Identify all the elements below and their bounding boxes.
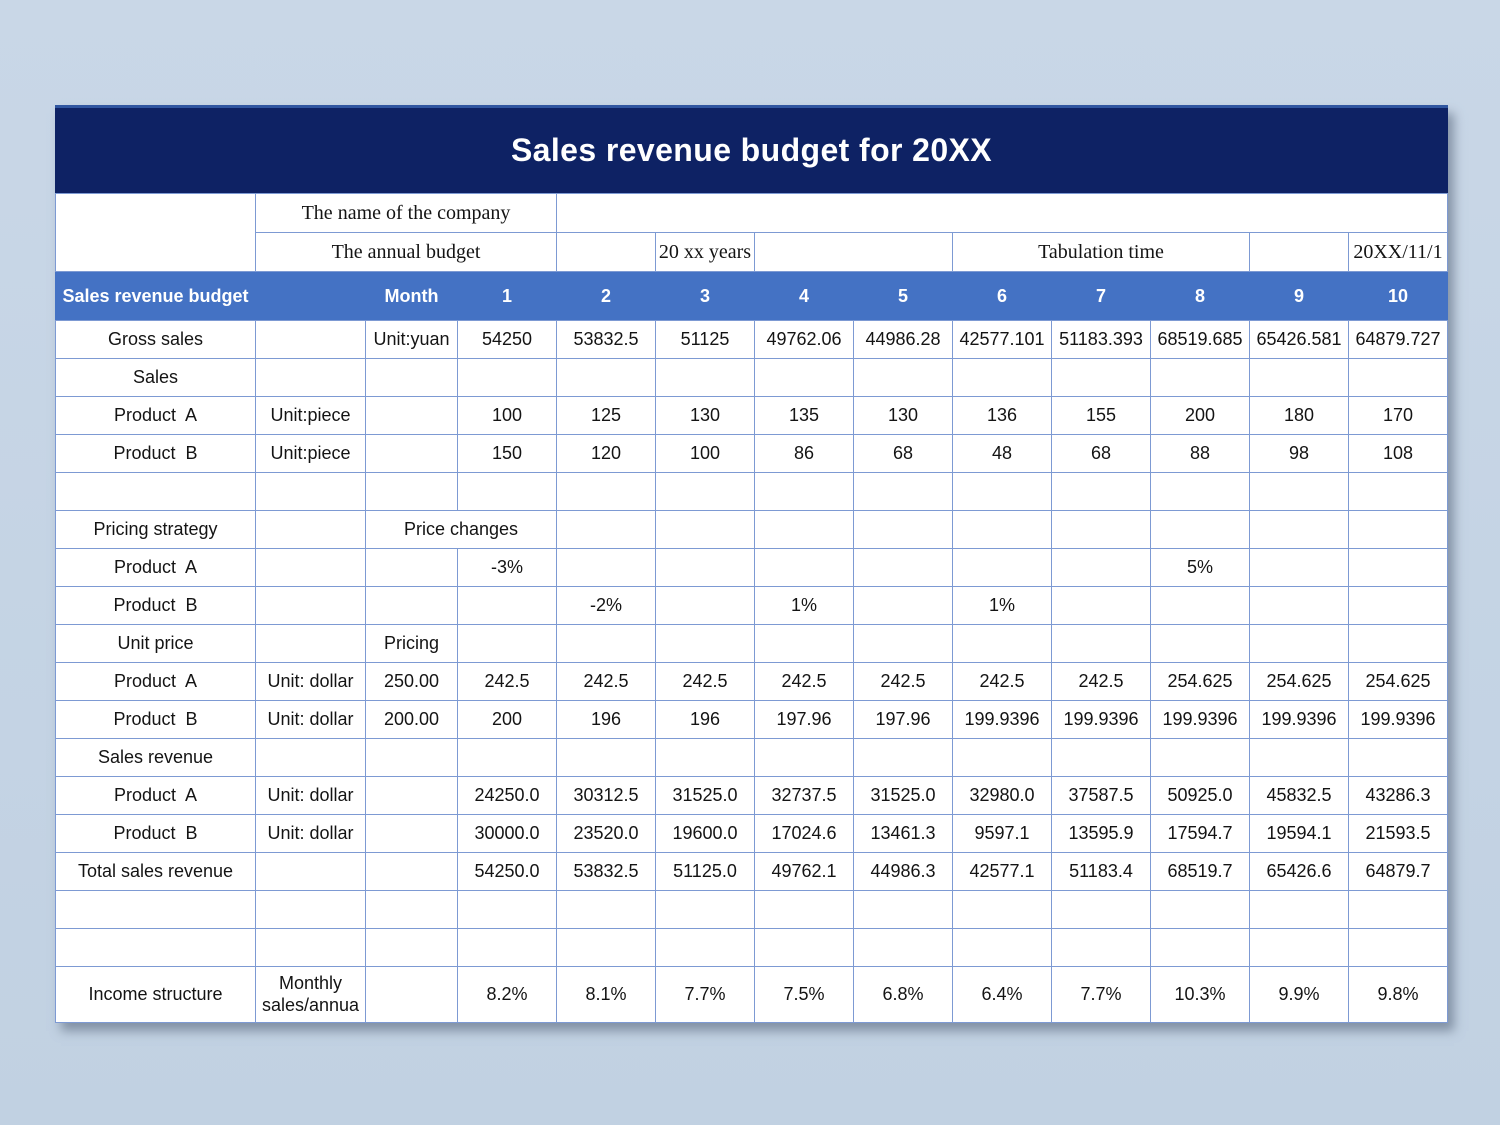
data-cell[interactable] [755, 549, 854, 587]
unit-cell[interactable]: Monthly sales/annua [256, 967, 366, 1023]
data-cell[interactable] [953, 625, 1052, 663]
unit-cell[interactable] [256, 891, 366, 929]
data-cell[interactable]: 242.5 [1052, 663, 1151, 701]
table-row [56, 853, 1448, 891]
unit-cell[interactable] [256, 853, 366, 891]
data-cell[interactable]: -3% [458, 549, 557, 587]
table-title-cell[interactable]: Sales revenue budget [56, 272, 256, 321]
data-cell[interactable]: 30000.0 [458, 815, 557, 853]
data-cell[interactable] [1349, 587, 1448, 625]
data-cell[interactable] [557, 549, 656, 587]
data-cell[interactable]: 200 [458, 701, 557, 739]
title-bar [55, 105, 1448, 193]
data-cell[interactable] [557, 929, 656, 967]
data-cell[interactable] [458, 739, 557, 777]
data-cell[interactable] [458, 587, 557, 625]
data-cell[interactable] [1250, 929, 1349, 967]
data-cell[interactable]: 199.9396 [1250, 701, 1349, 739]
data-cell[interactable]: 1% [953, 587, 1052, 625]
data-cell[interactable]: 242.5 [656, 663, 755, 701]
table-row [56, 549, 1448, 587]
month-header-row [56, 272, 1448, 321]
data-cell[interactable]: 53832.5 [557, 853, 656, 891]
data-cell[interactable]: 242.5 [458, 663, 557, 701]
data-cell[interactable] [1151, 739, 1250, 777]
row-label-cell[interactable]: Income structure [56, 967, 256, 1023]
data-cell[interactable]: 64879.727 [1349, 321, 1448, 359]
data-cell[interactable] [1052, 739, 1151, 777]
data-cell[interactable]: 45832.5 [1250, 777, 1349, 815]
data-cell[interactable]: 64879.7 [1349, 853, 1448, 891]
data-cell[interactable] [656, 891, 755, 929]
data-cell[interactable]: 197.96 [755, 701, 854, 739]
month-number-cell[interactable]: 9 [1250, 272, 1349, 321]
data-cell[interactable] [755, 739, 854, 777]
table-row [56, 777, 1448, 815]
month-col-cell[interactable]: 250.00 [366, 663, 458, 701]
data-cell[interactable]: 44986.28 [854, 321, 953, 359]
data-cell[interactable]: 9597.1 [953, 815, 1052, 853]
data-cell[interactable] [755, 359, 854, 397]
data-cell[interactable] [1250, 587, 1349, 625]
data-cell[interactable] [953, 359, 1052, 397]
tabulation-date-cell[interactable]: 20XX/11/1 [1349, 233, 1448, 272]
table-row [56, 587, 1448, 625]
data-cell[interactable] [1250, 473, 1349, 511]
data-cell[interactable]: 170 [1349, 397, 1448, 435]
data-cell[interactable] [953, 549, 1052, 587]
data-cell[interactable] [1151, 625, 1250, 663]
row-label-cell[interactable]: Product B [56, 701, 256, 739]
row-label-cell[interactable]: Product A [56, 777, 256, 815]
row-label-cell[interactable]: Product A [56, 549, 256, 587]
data-cell[interactable]: 68 [854, 435, 953, 473]
data-cell[interactable]: 242.5 [854, 663, 953, 701]
row-label-cell[interactable]: Total sales revenue [56, 853, 256, 891]
data-cell[interactable] [854, 891, 953, 929]
data-cell[interactable] [557, 891, 656, 929]
data-cell[interactable] [656, 929, 755, 967]
data-cell[interactable]: 6.8% [854, 967, 953, 1023]
data-cell[interactable] [1052, 549, 1151, 587]
data-cell[interactable]: 51183.4 [1052, 853, 1151, 891]
data-cell[interactable]: -2% [557, 587, 656, 625]
data-cell[interactable] [953, 511, 1052, 549]
data-cell[interactable] [1052, 891, 1151, 929]
data-cell[interactable] [557, 359, 656, 397]
data-cell[interactable]: 31525.0 [854, 777, 953, 815]
unit-cell[interactable]: Unit: dollar [256, 815, 366, 853]
table-row [56, 321, 1448, 359]
row-label-cell[interactable]: Product B [56, 815, 256, 853]
data-cell[interactable] [1349, 929, 1448, 967]
data-cell[interactable] [1250, 511, 1349, 549]
data-cell[interactable]: 51125.0 [656, 853, 755, 891]
month-col-cell[interactable] [366, 435, 458, 473]
data-cell[interactable] [1052, 929, 1151, 967]
data-cell[interactable]: 125 [557, 397, 656, 435]
data-cell[interactable]: 100 [656, 435, 755, 473]
data-cell[interactable]: 9.8% [1349, 967, 1448, 1023]
unit-cell[interactable] [256, 625, 366, 663]
row-label-cell[interactable] [56, 891, 256, 929]
data-cell[interactable]: 200 [1151, 397, 1250, 435]
table-row [56, 625, 1448, 663]
table-row [56, 701, 1448, 739]
unit-cell[interactable] [256, 321, 366, 359]
data-cell[interactable] [1349, 739, 1448, 777]
spreadsheet [55, 105, 1448, 1023]
header-row-company [56, 194, 1448, 233]
row-label-cell[interactable]: Product B [56, 435, 256, 473]
month-col-cell[interactable] [366, 549, 458, 587]
data-cell[interactable]: 19600.0 [656, 815, 755, 853]
merged-label-cell[interactable]: Price changes [366, 511, 557, 549]
month-col-cell[interactable] [366, 815, 458, 853]
data-cell[interactable] [953, 891, 1052, 929]
data-cell[interactable]: 242.5 [755, 663, 854, 701]
unit-cell[interactable] [256, 739, 366, 777]
company-name-value-cell[interactable] [557, 194, 1448, 233]
data-cell[interactable]: 19594.1 [1250, 815, 1349, 853]
unit-cell[interactable] [256, 473, 366, 511]
data-cell[interactable]: 68 [1052, 435, 1151, 473]
data-cell[interactable]: 49762.06 [755, 321, 854, 359]
data-cell[interactable] [656, 587, 755, 625]
data-cell[interactable] [1349, 549, 1448, 587]
tabulation-time-cell[interactable]: Tabulation time [953, 233, 1250, 272]
data-cell[interactable]: 8.2% [458, 967, 557, 1023]
data-cell[interactable]: 44986.3 [854, 853, 953, 891]
data-cell[interactable]: 31525.0 [656, 777, 755, 815]
data-cell[interactable]: 9.9% [1250, 967, 1349, 1023]
table-row [56, 473, 1448, 511]
data-cell[interactable]: 135 [755, 397, 854, 435]
data-cell[interactable] [557, 473, 656, 511]
data-cell[interactable]: 68519.685 [1151, 321, 1250, 359]
data-cell[interactable]: 242.5 [953, 663, 1052, 701]
data-cell[interactable] [854, 625, 953, 663]
data-cell[interactable]: 155 [1052, 397, 1151, 435]
data-cell[interactable]: 130 [854, 397, 953, 435]
month-col-cell[interactable] [366, 777, 458, 815]
data-cell[interactable]: 199.9396 [953, 701, 1052, 739]
data-cell[interactable] [1151, 891, 1250, 929]
data-cell[interactable] [854, 549, 953, 587]
data-cell[interactable]: 53832.5 [557, 321, 656, 359]
data-cell[interactable] [1052, 359, 1151, 397]
data-cell[interactable] [458, 359, 557, 397]
data-cell[interactable] [953, 473, 1052, 511]
data-cell[interactable] [755, 891, 854, 929]
data-cell[interactable] [1250, 359, 1349, 397]
data-cell[interactable]: 48 [953, 435, 1052, 473]
month-col-cell[interactable] [366, 853, 458, 891]
data-cell[interactable] [1052, 473, 1151, 511]
table-row [56, 891, 1448, 929]
table-row [56, 511, 1448, 549]
month-col-cell[interactable]: 200.00 [366, 701, 458, 739]
row-label-cell[interactable]: Sales [56, 359, 256, 397]
data-cell[interactable]: 8.1% [557, 967, 656, 1023]
row-label-cell[interactable]: Product B [56, 587, 256, 625]
data-cell[interactable]: 51125 [656, 321, 755, 359]
data-cell[interactable]: 86 [755, 435, 854, 473]
row-label-cell[interactable]: Unit price [56, 625, 256, 663]
table-body [56, 321, 1448, 1023]
table-row [56, 359, 1448, 397]
empty-cell[interactable] [557, 233, 656, 272]
unit-cell[interactable] [256, 511, 366, 549]
row-label-cell[interactable] [56, 473, 256, 511]
data-cell[interactable]: 199.9396 [1151, 701, 1250, 739]
month-col-cell[interactable] [366, 473, 458, 511]
years-cell[interactable]: 20 xx years [656, 233, 755, 272]
month-label-cell[interactable]: Month [366, 272, 458, 321]
data-cell[interactable]: 199.9396 [1349, 701, 1448, 739]
data-cell[interactable] [854, 739, 953, 777]
data-cell[interactable] [557, 625, 656, 663]
data-cell[interactable] [1250, 891, 1349, 929]
data-cell[interactable]: 7.7% [656, 967, 755, 1023]
data-cell[interactable]: 1% [755, 587, 854, 625]
data-cell[interactable] [656, 625, 755, 663]
month-number-cell[interactable]: 6 [953, 272, 1052, 321]
data-cell[interactable]: 7.5% [755, 967, 854, 1023]
month-col-cell[interactable] [366, 739, 458, 777]
month-col-cell[interactable]: Unit:yuan [366, 321, 458, 359]
data-cell[interactable] [458, 625, 557, 663]
data-cell[interactable]: 10.3% [1151, 967, 1250, 1023]
data-cell[interactable] [557, 739, 656, 777]
data-cell[interactable] [755, 625, 854, 663]
empty-cell[interactable] [1250, 233, 1349, 272]
unit-cell[interactable]: Unit: dollar [256, 701, 366, 739]
unit-cell[interactable]: Unit: dollar [256, 777, 366, 815]
data-cell[interactable] [854, 511, 953, 549]
data-cell[interactable]: 196 [557, 701, 656, 739]
data-cell[interactable]: 199.9396 [1052, 701, 1151, 739]
data-cell[interactable]: 242.5 [557, 663, 656, 701]
data-cell[interactable]: 17024.6 [755, 815, 854, 853]
table-row [56, 815, 1448, 853]
table-row [56, 739, 1448, 777]
month-col-cell[interactable] [366, 891, 458, 929]
data-cell[interactable]: 7.7% [1052, 967, 1151, 1023]
company-name-label-cell[interactable]: The name of the company [256, 194, 557, 233]
data-cell[interactable]: 6.4% [953, 967, 1052, 1023]
data-cell[interactable]: 254.625 [1250, 663, 1349, 701]
month-number-cell[interactable]: 4 [755, 272, 854, 321]
data-cell[interactable] [854, 587, 953, 625]
data-cell[interactable]: 51183.393 [1052, 321, 1151, 359]
data-cell[interactable]: 65426.6 [1250, 853, 1349, 891]
month-number-cell[interactable]: 5 [854, 272, 953, 321]
unit-cell[interactable] [256, 587, 366, 625]
data-cell[interactable] [1151, 587, 1250, 625]
data-cell[interactable] [755, 473, 854, 511]
data-cell[interactable]: 197.96 [854, 701, 953, 739]
month-number-cell[interactable]: 8 [1151, 272, 1250, 321]
data-cell[interactable] [557, 511, 656, 549]
data-cell[interactable]: 49762.1 [755, 853, 854, 891]
data-cell[interactable]: 68519.7 [1151, 853, 1250, 891]
table-row [56, 663, 1448, 701]
data-cell[interactable] [1250, 739, 1349, 777]
row-label-cell[interactable]: Product A [56, 397, 256, 435]
unit-cell[interactable]: Unit:piece [256, 435, 366, 473]
data-cell[interactable] [1151, 929, 1250, 967]
annual-budget-cell[interactable]: The annual budget [256, 233, 557, 272]
data-cell[interactable]: 100 [458, 397, 557, 435]
data-cell[interactable]: 13461.3 [854, 815, 953, 853]
data-cell[interactable] [1349, 473, 1448, 511]
data-cell[interactable] [1349, 359, 1448, 397]
row-label-cell[interactable]: Product A [56, 663, 256, 701]
month-col-cell[interactable] [366, 587, 458, 625]
unit-cell[interactable]: Unit:piece [256, 397, 366, 435]
data-cell[interactable] [656, 549, 755, 587]
data-cell[interactable]: 120 [557, 435, 656, 473]
data-cell[interactable] [458, 891, 557, 929]
data-cell[interactable]: 42577.1 [953, 853, 1052, 891]
data-cell[interactable]: 32737.5 [755, 777, 854, 815]
month-col-cell[interactable] [366, 397, 458, 435]
data-cell[interactable]: 196 [656, 701, 755, 739]
data-cell[interactable] [1151, 511, 1250, 549]
data-cell[interactable] [656, 739, 755, 777]
month-number-cell[interactable]: 1 [458, 272, 557, 321]
data-cell[interactable]: 108 [1349, 435, 1448, 473]
row-label-cell[interactable]: Gross sales [56, 321, 256, 359]
data-cell[interactable] [656, 473, 755, 511]
row-label-cell[interactable]: Pricing strategy [56, 511, 256, 549]
data-cell[interactable]: 65426.581 [1250, 321, 1349, 359]
empty-header-cell[interactable] [256, 272, 366, 321]
unit-cell[interactable] [256, 549, 366, 587]
data-cell[interactable] [1349, 511, 1448, 549]
data-cell[interactable] [1349, 891, 1448, 929]
data-cell[interactable] [953, 929, 1052, 967]
unit-cell[interactable]: Unit: dollar [256, 663, 366, 701]
data-cell[interactable] [1250, 549, 1349, 587]
data-cell[interactable] [1052, 511, 1151, 549]
table-row [56, 435, 1448, 473]
data-cell[interactable]: 54250 [458, 321, 557, 359]
empty-cell[interactable] [755, 233, 953, 272]
data-cell[interactable]: 37587.5 [1052, 777, 1151, 815]
data-cell[interactable] [755, 511, 854, 549]
data-cell[interactable] [1250, 625, 1349, 663]
data-cell[interactable]: 32980.0 [953, 777, 1052, 815]
month-col-cell[interactable] [366, 929, 458, 967]
data-cell[interactable] [854, 929, 953, 967]
corner-cell[interactable] [56, 194, 256, 272]
data-cell[interactable] [656, 359, 755, 397]
data-cell[interactable]: 17594.7 [1151, 815, 1250, 853]
data-cell[interactable] [656, 511, 755, 549]
data-cell[interactable]: 21593.5 [1349, 815, 1448, 853]
data-cell[interactable]: 24250.0 [458, 777, 557, 815]
table-row [56, 929, 1448, 967]
data-cell[interactable]: 180 [1250, 397, 1349, 435]
data-cell[interactable]: 54250.0 [458, 853, 557, 891]
month-number-cell[interactable]: 2 [557, 272, 656, 321]
unit-cell[interactable] [256, 929, 366, 967]
month-col-cell[interactable] [366, 967, 458, 1023]
data-cell[interactable] [1052, 587, 1151, 625]
data-cell[interactable] [1052, 625, 1151, 663]
data-cell[interactable]: 43286.3 [1349, 777, 1448, 815]
row-label-cell[interactable] [56, 929, 256, 967]
budget-table [55, 193, 1448, 1023]
month-col-cell[interactable]: Pricing [366, 625, 458, 663]
data-cell[interactable]: 136 [953, 397, 1052, 435]
data-cell[interactable] [755, 929, 854, 967]
data-cell[interactable]: 88 [1151, 435, 1250, 473]
data-cell[interactable] [1349, 625, 1448, 663]
data-cell[interactable]: 130 [656, 397, 755, 435]
data-cell[interactable]: 5% [1151, 549, 1250, 587]
month-col-cell[interactable] [366, 359, 458, 397]
data-cell[interactable]: 150 [458, 435, 557, 473]
month-number-cell[interactable]: 3 [656, 272, 755, 321]
unit-cell[interactable] [256, 359, 366, 397]
data-cell[interactable] [854, 473, 953, 511]
data-cell[interactable]: 254.625 [1151, 663, 1250, 701]
data-cell[interactable]: 30312.5 [557, 777, 656, 815]
row-label-cell[interactable]: Sales revenue [56, 739, 256, 777]
data-cell[interactable] [1151, 473, 1250, 511]
data-cell[interactable]: 23520.0 [557, 815, 656, 853]
header-row-meta [56, 233, 1448, 272]
page-title: Sales revenue budget for 20XX [510, 132, 993, 168]
data-cell[interactable]: 42577.101 [953, 321, 1052, 359]
month-number-cell[interactable]: 7 [1052, 272, 1151, 321]
month-number-cell[interactable]: 10 [1349, 272, 1448, 321]
data-cell[interactable]: 50925.0 [1151, 777, 1250, 815]
data-cell[interactable]: 13595.9 [1052, 815, 1151, 853]
data-cell[interactable] [953, 739, 1052, 777]
data-cell[interactable]: 98 [1250, 435, 1349, 473]
table-row [56, 967, 1448, 1023]
table-row [56, 397, 1448, 435]
data-cell[interactable] [458, 929, 557, 967]
data-cell[interactable] [458, 473, 557, 511]
data-cell[interactable]: 254.625 [1349, 663, 1448, 701]
data-cell[interactable] [1151, 359, 1250, 397]
data-cell[interactable] [854, 359, 953, 397]
